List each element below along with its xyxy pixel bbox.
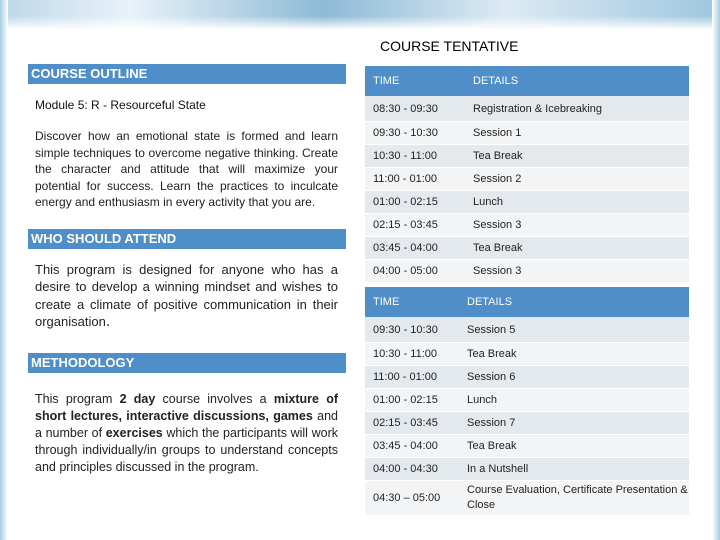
table-row — [365, 168, 689, 191]
row-details: Lunch — [467, 394, 497, 406]
module-title: Module 5: R - Resourceful State — [35, 98, 206, 112]
row-details: Tea Break — [467, 440, 517, 452]
page-title: COURSE TENTATIVE — [380, 38, 519, 54]
who-should-attend-text — [35, 261, 338, 331]
day2-details-header: DETAILS — [467, 296, 513, 308]
row-time: 04:30 – 05:00 — [373, 492, 441, 504]
methodology-text-2: course involves a — [155, 391, 274, 406]
day2-table-header — [365, 287, 689, 317]
methodology-text-1: This program — [35, 391, 120, 406]
left-column — [28, 64, 346, 476]
methodology-text — [35, 391, 338, 476]
methodology-text-4: which the participants will work through individually/in groups to understand concepts and principles discussed in the program. — [35, 425, 338, 474]
slide-left-border — [0, 0, 8, 540]
attend-text: This program is designed for anyone who has a desire to develop a winning mindset and wishes to create a climate of positive communication in their organisation — [35, 261, 338, 329]
methodology-bold-1: 2 day — [119, 391, 156, 406]
table-row — [365, 458, 689, 481]
row-time: 03:45 - 04:00 — [373, 440, 438, 452]
who-should-attend-heading: WHO SHOULD ATTEND — [28, 229, 346, 249]
row-time: 04:00 - 04:30 — [373, 463, 438, 475]
table-row — [365, 214, 689, 237]
table-row — [365, 237, 689, 260]
row-time: 01:00 - 02:15 — [373, 394, 438, 406]
row-time: 02:15 - 03:45 — [373, 417, 438, 429]
row-details: Tea Break — [467, 348, 517, 360]
row-details: Lunch — [473, 196, 503, 208]
row-details: Session 6 — [467, 371, 516, 383]
row-details: Session 7 — [467, 417, 516, 429]
table-row — [365, 481, 689, 516]
row-details: Tea Break — [473, 150, 523, 162]
table-row — [365, 122, 689, 145]
row-time: 09:30 - 10:30 — [373, 323, 438, 336]
day1-schedule-table — [365, 66, 689, 283]
day1-details-header: DETAILS — [473, 75, 519, 87]
row-time: 10:30 - 11:00 — [373, 150, 438, 162]
table-row — [365, 435, 689, 458]
methodology-text-3: and a number of — [35, 408, 338, 440]
row-details: Session 2 — [473, 173, 522, 185]
table-row — [365, 96, 689, 122]
methodology-bold-3: exercises — [105, 425, 163, 440]
table-row — [365, 317, 689, 343]
slide-top-border — [0, 0, 720, 30]
row-time: 01:00 - 02:15 — [373, 196, 438, 208]
table-row — [365, 191, 689, 214]
slide-right-border — [712, 0, 720, 540]
table-row — [365, 145, 689, 168]
row-time: 08:30 - 09:30 — [373, 102, 438, 115]
day2-time-header: TIME — [373, 296, 400, 308]
day1-table-header — [365, 66, 689, 96]
row-details: Session 5 — [467, 323, 516, 336]
row-details: Tea Break — [473, 242, 523, 254]
module-description: Discover how an emotional state is formed and learn simple techniques to overcome negative thinking. Create the character and attitude that will maximize your potential for success. Learn the practices to inculcate energy and enthusiasm in every activity that you are. — [35, 129, 338, 209]
row-details: Session 3 — [473, 265, 522, 277]
table-row — [365, 389, 689, 412]
row-time: 10:30 - 11:00 — [373, 348, 438, 360]
row-details: Session 1 — [473, 127, 522, 139]
row-time: 04:00 - 05:00 — [373, 265, 438, 277]
row-details: In a Nutshell — [467, 463, 529, 475]
attend-text-end: . — [105, 313, 111, 330]
row-details: Registration & Icebreaking — [473, 102, 603, 115]
row-time: 09:30 - 10:30 — [373, 127, 438, 139]
methodology-bold-2: mixture of short lectures, interactive discussions, games — [35, 391, 338, 423]
row-details: Session 3 — [473, 219, 522, 231]
day1-time-header: TIME — [373, 75, 400, 87]
table-row — [365, 366, 689, 389]
table-row — [365, 412, 689, 435]
course-outline-heading: COURSE OUTLINE — [28, 64, 346, 84]
row-time: 11:00 - 01:00 — [373, 371, 438, 383]
table-row — [365, 343, 689, 366]
table-row — [365, 260, 689, 283]
row-time: 02:15 - 03:45 — [373, 219, 438, 231]
row-details: Course Evaluation, Certificate Presentation & Close — [467, 484, 688, 511]
row-time: 03:45 - 04:00 — [373, 242, 438, 254]
row-time: 11:00 - 01:00 — [373, 173, 438, 185]
day2-schedule-table — [365, 287, 689, 516]
schedule-column — [365, 66, 689, 516]
methodology-heading: METHODOLOGY — [28, 353, 346, 373]
